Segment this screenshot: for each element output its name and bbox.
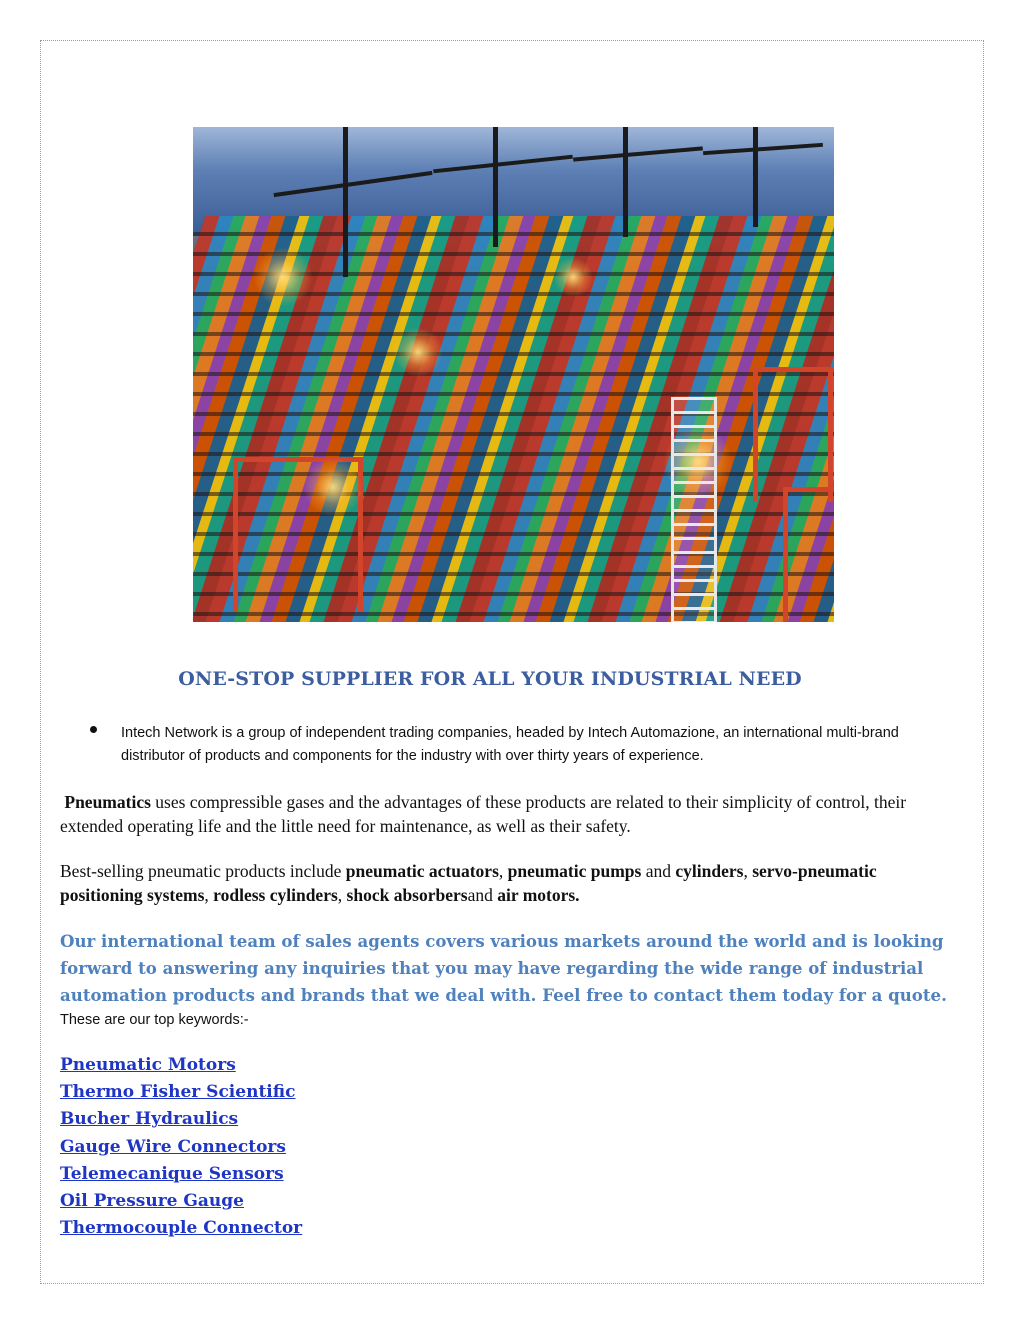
product-term: rodless cylinders	[213, 885, 338, 905]
light-glow	[253, 247, 313, 307]
keywords-note: These are our top keywords:-	[60, 1012, 249, 1028]
keyword-link-thermocouple[interactable]: Thermocouple Connector	[60, 1218, 303, 1239]
keyword-links	[60, 1052, 302, 1242]
keyword-link-thermo-fisher[interactable]: Thermo Fisher Scientific	[60, 1082, 296, 1103]
team-paragraph: Our international team of sales agents covers various markets around the world and is looking forward to answering any inquiries that you may have regarding the wide range of industrial automation products and brands that we deal with. Feel free to contact them today for a quote.	[60, 931, 947, 1005]
separator: and	[467, 885, 498, 905]
page-heading: ONE-STOP SUPPLIER FOR ALL YOUR INDUSTRIAL NEED	[178, 668, 802, 690]
separator: ,	[743, 861, 753, 881]
gantry-crane	[753, 367, 833, 502]
pneumatics-text: uses compressible gases and the advantages of these products are related to their simplicity of control, their extended operating life and the little need for maintenance, as well as their safety.	[60, 792, 907, 836]
keyword-link-telemecanique[interactable]: Telemecanique Sensors	[60, 1163, 284, 1184]
list-item	[60, 1106, 302, 1133]
separator: ,	[337, 885, 347, 905]
keyword-link-pneumatic-motors[interactable]: Pneumatic Motors	[60, 1055, 236, 1075]
gantry-crane	[783, 487, 834, 622]
bullet-dot	[90, 726, 97, 733]
products-intro: Best-selling pneumatic products include	[60, 861, 346, 881]
crane	[343, 127, 348, 277]
crane	[753, 127, 758, 227]
list-item	[60, 1079, 302, 1106]
list-item	[60, 1134, 302, 1161]
pneumatics-paragraph	[60, 790, 940, 838]
list-item	[60, 1215, 302, 1242]
separator: and	[641, 861, 676, 881]
keyword-link-bucher-hydraulics[interactable]: Bucher Hydraulics	[60, 1109, 239, 1130]
separator: ,	[204, 885, 214, 905]
product-term: shock absorbers	[346, 885, 468, 905]
products-paragraph	[60, 859, 940, 907]
product-term: servo-pneumatic positioning systems	[60, 861, 877, 905]
bullet-list	[90, 722, 960, 768]
list-item	[60, 1052, 302, 1079]
crane	[493, 127, 498, 247]
light-glow	[303, 457, 363, 517]
product-term: cylinders	[675, 861, 744, 881]
keyword-link-gauge-wire[interactable]: Gauge Wire Connectors	[60, 1136, 286, 1157]
crane	[623, 127, 628, 237]
pneumatics-term: Pneumatics	[64, 792, 151, 812]
bullet-item: Intech Network is a group of independent trading companies, headed by Intech Automazione, an international multi-brand distributor of products and components for the industry with over thirty years of experience.	[121, 725, 899, 764]
separator: ,	[498, 861, 508, 881]
light-glow	[553, 257, 593, 297]
product-term: pneumatic actuators	[345, 861, 499, 881]
list-item	[60, 1188, 302, 1215]
keyword-link-oil-pressure[interactable]: Oil Pressure Gauge	[60, 1190, 244, 1211]
light-glow	[393, 327, 443, 377]
list-item	[60, 1161, 302, 1188]
port-containers-photo	[193, 127, 834, 622]
product-term: air motors.	[497, 885, 580, 905]
product-term: pneumatic pumps	[507, 861, 642, 881]
light-tower	[671, 397, 717, 622]
